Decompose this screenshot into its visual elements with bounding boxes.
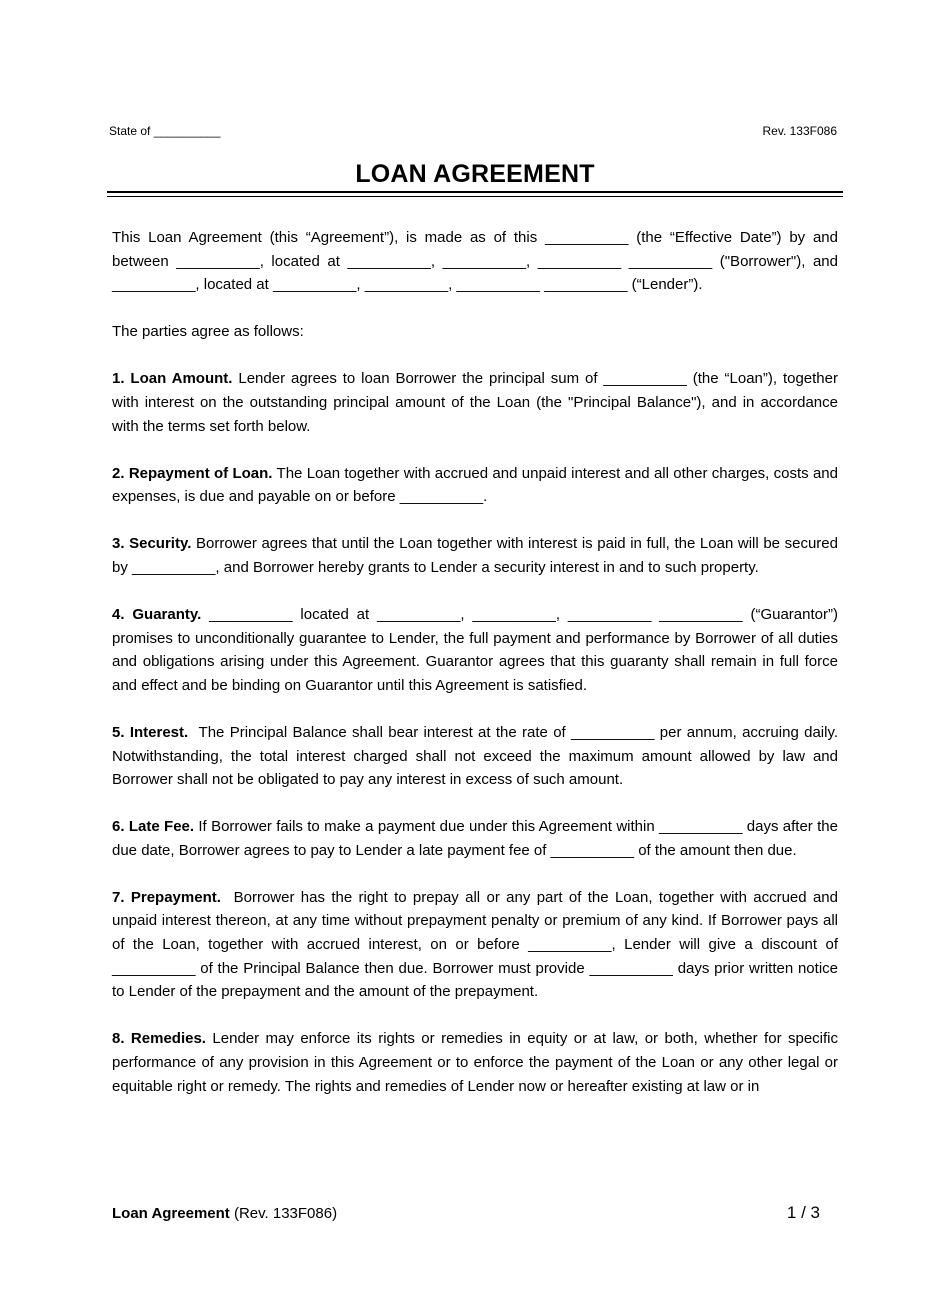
revision-number: Rev. 133F086 bbox=[762, 124, 837, 138]
page-footer bbox=[112, 1202, 820, 1224]
section-text: Lender may enforce its rights or remedies in equity or at law, or both, whether for specific performance of any provision in this Agreement or to enforce the payment of the Loan or any other legal or equitable right or remedy. The rights and remedies of Lender now or hereafter existing at law or in bbox=[112, 1030, 839, 1095]
state-of-field: State of __________ bbox=[109, 124, 221, 138]
document-title: LOAN AGREEMENT bbox=[355, 160, 595, 188]
section-guaranty bbox=[112, 603, 838, 697]
section-heading: 2. Repayment of Loan. bbox=[112, 464, 273, 482]
footer-document-label bbox=[112, 1205, 337, 1222]
parties-agree-paragraph: The parties agree as follows: bbox=[112, 323, 304, 341]
document-header bbox=[109, 118, 837, 138]
page-number: 1 / 3 bbox=[786, 1203, 820, 1222]
title-rule-thick bbox=[107, 191, 843, 193]
section-heading: 5. Interest. bbox=[112, 723, 189, 741]
agreement-body bbox=[112, 226, 838, 1122]
section-heading: 8. Remedies. bbox=[112, 1030, 206, 1048]
section-late-fee bbox=[112, 815, 838, 862]
section-heading: 1. Loan Amount. bbox=[112, 370, 233, 388]
section-text: Borrower agrees that until the Loan together with interest is paid in full, the Loan will be secured by __________, and Borrower hereby grants to Lender a security interest in and to such property. bbox=[112, 535, 838, 576]
section-text: Borrower has the right to prepay all or any part of the Loan, together with accrued and unpaid interest thereon, at any time without prepayment penalty or premium of any kind. If Borrower pays all of the Loan, together with accrued interest, on or before __________, Lender will give a discount of __________ of the Principal Balance then due. Borrower must provide __________ days prior written notice to Lender of the prepayment and the amount of the prepayment. bbox=[112, 888, 838, 1001]
section-text: Lender agrees to loan Borrower the principal sum of __________ (the “Loan”), together with interest on the outstanding principal amount of the Loan (the "Principal Balance"), and in accordance with the terms set forth below. bbox=[112, 370, 838, 435]
section-heading: 7. Prepayment. bbox=[112, 888, 221, 906]
footer-rev: (Rev. 133F086) bbox=[233, 1204, 338, 1222]
section-prepayment bbox=[112, 886, 838, 1004]
section-security bbox=[112, 532, 838, 579]
section-remedies bbox=[112, 1027, 838, 1098]
section-heading: 6. Late Fee. bbox=[112, 818, 195, 836]
section-repayment bbox=[112, 462, 838, 509]
section-heading: 4. Guaranty. bbox=[112, 606, 202, 624]
section-text: __________ located at __________, __________, __________ __________ (“Guarantor”) promises to unconditionally guarantee to Lender, the full payment and performance by Borrower of all duties and obligations arising under this Agreement. Guarantor agrees that this guaranty shall remain in full force and effect and be binding on Guarantor until this Agreement is satisfied. bbox=[112, 606, 838, 694]
footer-doc-name: Loan Agreement bbox=[112, 1204, 230, 1222]
section-text: The Loan together with accrued and unpaid interest and all other charges, costs and expenses, is due and payable on or before __________. bbox=[112, 464, 838, 506]
section-text: If Borrower fails to make a payment due under this Agreement within __________ days after the due date, Borrower agrees to pay to Lender a late payment fee of __________ of the amount then due. bbox=[112, 818, 838, 859]
title-rule-thin bbox=[107, 196, 843, 197]
section-text: The Principal Balance shall bear interest at the rate of __________ per annum, accruing daily. Notwithstanding, the total interest charged shall not exceed the maximum amount allowed by law and Borrower shall not be obligated to pay any interest in excess of such amount. bbox=[112, 723, 839, 789]
section-heading: 3. Security. bbox=[112, 535, 192, 553]
intro-paragraph: This Loan Agreement (this “Agreement”), is made as of this __________ (the “Effective Date”) by and between __________, located at __________, __________, __________ __________ ("Borrower"), and __________, located at __________, __________, __________ __________ (“Lender”). bbox=[112, 229, 838, 294]
section-interest bbox=[112, 721, 838, 792]
section-loan-amount bbox=[112, 367, 838, 438]
